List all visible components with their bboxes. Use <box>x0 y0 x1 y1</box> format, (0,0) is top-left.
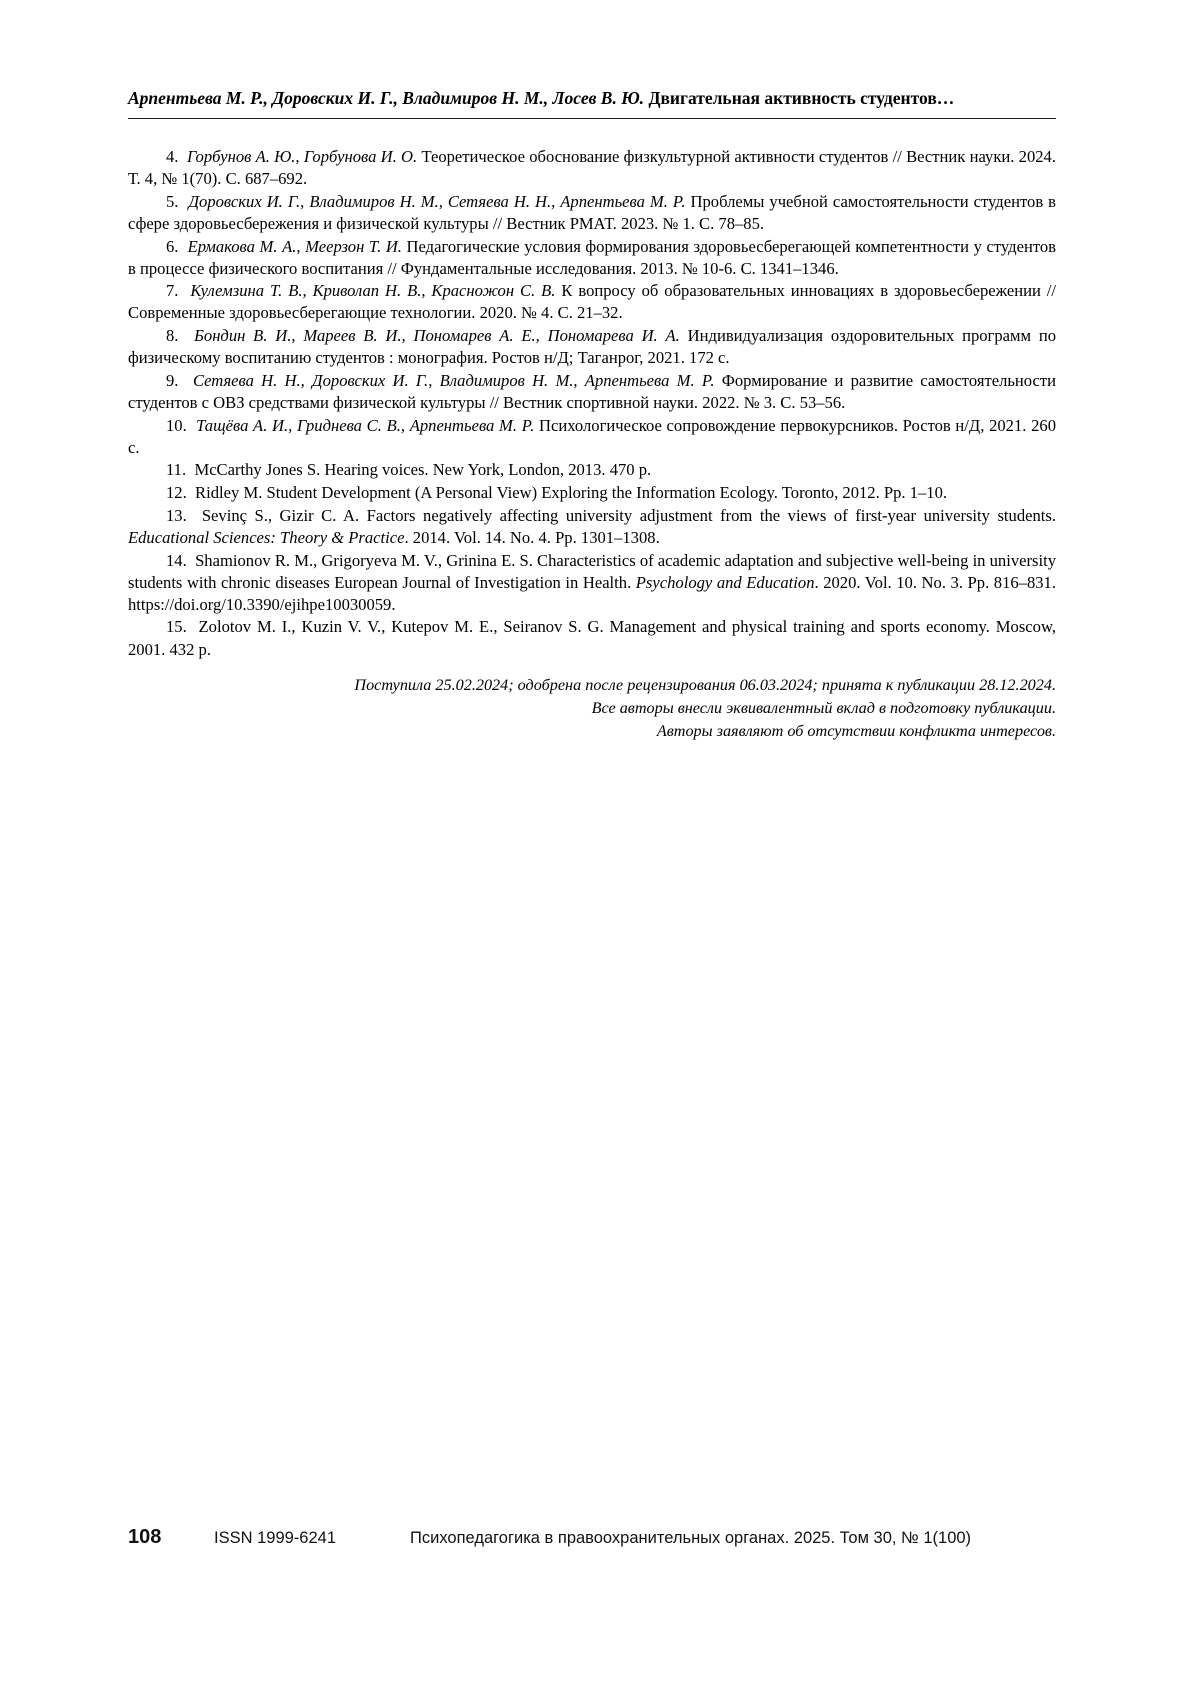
page-content <box>128 88 1056 744</box>
running-head-title: Двигательная активность студентов… <box>648 88 955 108</box>
reference-text: Проблемы учебной самостоятельности студентов в сфере здоровьесбережения и физической культуры // Вестник РМАТ. 2023. № 1. С. 78–85. <box>128 191 1056 233</box>
reference-text: К вопросу об образовательных инновациях в здоровьесбережении // Современные здоровьесберегающие технологии. 2020. № 4. С. 21–32. <box>128 281 1057 323</box>
reference-authors: Ермакова М. А., Меерзон Т. И. <box>187 236 402 256</box>
reference-authors: Кулемзина Т. В., Криволап Н. В., Красножон С. В. <box>190 281 556 301</box>
reference-number: 14. <box>166 550 187 570</box>
authors-contribution: Все авторы внесли эквивалентный вклад в подготовку публикации. <box>591 699 1056 718</box>
reference-text: Zolotov M. I., Kuzin V. V., Kutepov M. E., Seiranov S. G. Management and physical training and sports economy. Moscow, 2001. 432 p. <box>128 617 1056 659</box>
reference-number: 10. <box>166 415 187 435</box>
reference-text: Sevinç S., Gizir C. A. Factors negatively affecting university adjustment from the views of first-year university students. <box>201 505 1057 525</box>
reference-item <box>128 236 1056 280</box>
reference-text: Психологическое сопровождение первокурсников. Ростов н/Д, 2021. 260 с. <box>128 415 1057 457</box>
reference-item <box>128 325 1056 369</box>
reference-tail: . 2014. Vol. 14. No. 4. Pp. 1301–1308. <box>404 527 660 547</box>
reference-number: 12. <box>166 483 187 503</box>
issn: ISSN 1999-6241 <box>214 1529 337 1547</box>
reference-list <box>128 146 1056 661</box>
reference-text: Shamionov R. M., Grigoryeva M. V., Grinina E. S. Characteristics of academic adaptation and subjective well-being in university students with chronic diseases European Journal of Investigation in Health. <box>128 550 1057 592</box>
reference-item <box>128 459 1056 481</box>
reference-item <box>128 482 1056 504</box>
page-number: 108 <box>128 1526 162 1548</box>
journal-reference: Психопедагогика в правоохранительных органах. 2025. Том 30, № 1(100) <box>410 1529 972 1547</box>
reference-number: 11. <box>166 460 187 480</box>
reference-text: McCarthy Jones S. Hearing voices. New York, London, 2013. 470 p. <box>194 460 652 480</box>
reference-number: 4. <box>166 147 179 166</box>
conflict-of-interest: Авторы заявляют об отсутствии конфликта интересов. <box>656 722 1056 741</box>
reference-number: 6. <box>166 236 179 256</box>
reference-source: Psychology and Education <box>635 572 815 592</box>
reference-authors: Сетяева Н. Н., Доровских И. Г., Владимиров Н. М., Арпентьева М. Р. <box>192 370 715 390</box>
reference-number: 8. <box>166 326 179 346</box>
reference-item <box>128 191 1056 235</box>
reference-item <box>128 370 1056 414</box>
reference-text: Формирование и развитие самостоятельности студентов с ОВЗ средствами физической культуры // Вестник спортивной науки. 2022. № 3. С. 53–56. <box>128 370 1057 413</box>
reference-item <box>128 505 1056 549</box>
reference-item <box>128 146 1056 190</box>
reference-item <box>128 280 1056 324</box>
reference-number: 5. <box>166 191 179 211</box>
reference-number: 13. <box>166 505 187 525</box>
reference-authors: Доровских И. Г., Владимиров Н. М., Сетяева Н. Н., Арпентьева М. Р. <box>188 191 686 211</box>
reference-text: Педагогические условия формирования здоровьесберегающей компетентности у студентов в процессе физического воспитания // Фундаментальные исследования. 2013. № 10-6. С. 1341–1346. <box>128 236 1056 278</box>
reference-authors: Тащёва А. И., Гриднева С. В., Арпентьева М. Р. <box>196 415 535 435</box>
reference-number: 7. <box>166 281 179 301</box>
reference-item <box>128 550 1056 616</box>
submission-dates: Поступила 25.02.2024; одобрена после рецензирования 06.03.2024; принята к публикации 28.12.2024. <box>354 675 1056 694</box>
reference-source: Educational Sciences: Theory & Practice <box>128 527 405 547</box>
reference-number: 15. <box>166 617 187 637</box>
reference-text: Индивидуализация оздоровительных программ по физическому воспитанию студентов : монография. Ростов н/Д; Таганрог, 2021. 172 с. <box>128 326 1057 368</box>
running-head <box>128 88 1056 119</box>
reference-text: Ridley M. Student Development (A Personal View) Exploring the Information Ecology. Toronto, 2012. Pp. 1–10. <box>195 483 948 503</box>
running-head-authors: Арпентьева М. Р., Доровских И. Г., Владимиров Н. М., Лосев В. Ю. <box>128 88 645 108</box>
reference-item <box>128 415 1056 459</box>
reference-authors: Бондин В. И., Мареев В. И., Пономарев А. Е., Пономарева И. А. <box>194 326 680 346</box>
page-footer <box>128 1526 1058 1549</box>
reference-number: 9. <box>166 370 179 390</box>
reference-tail: . 2020. Vol. 10. No. 3. Pp. 816–831. https://doi.org/10.3390/ejihpe10030059. <box>128 572 1057 614</box>
reference-text: Теоретическое обоснование физкультурной активности студентов // Вестник науки. 2024. Т. 4, № 1(70). С. 687–692. <box>128 147 1056 189</box>
reference-item <box>128 616 1056 660</box>
reference-authors: Горбунов А. Ю., Горбунова И. О. <box>186 147 418 166</box>
publication-statements <box>128 674 1056 743</box>
